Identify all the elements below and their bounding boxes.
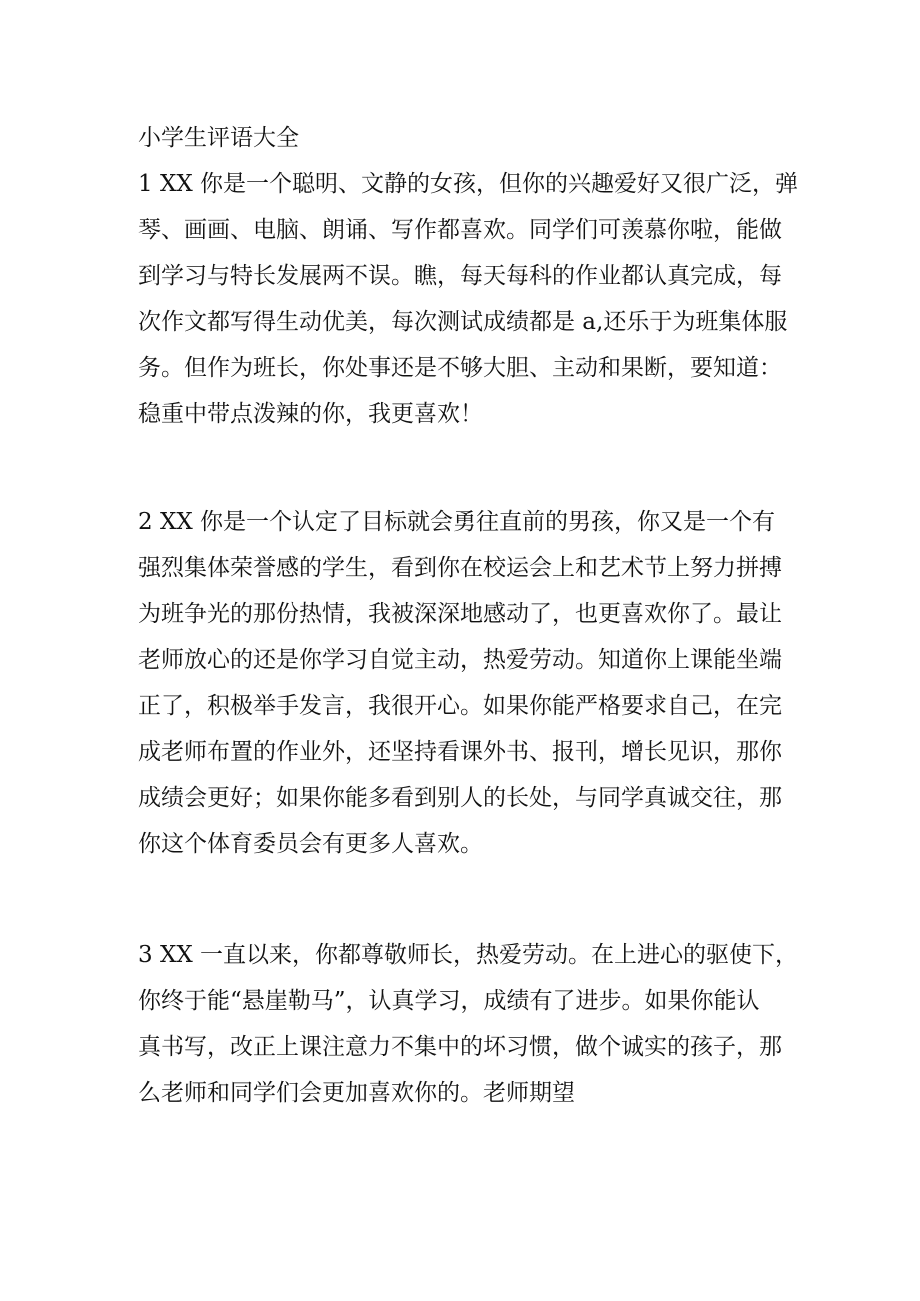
- paragraph-line: 到学习与特长发展两不误。瞧，每天每科的作业都认真完成，每: [138, 263, 782, 289]
- paragraph-line: 2 XX 你是一个认定了目标就会勇往直前的男孩，你又是一个有: [138, 509, 776, 535]
- paragraph-line: 你终于能“悬崖勒马”，认真学习，成绩有了进步。如果你能认: [138, 988, 760, 1014]
- comment-paragraph-1: [138, 161, 818, 437]
- paragraph-line: 次作文都写得生动优美，每次测试成绩都是 a,还乐于为班集体服: [138, 309, 788, 335]
- paragraph-line: 老师放心的还是你学习自觉主动，热爱劳动。知道你上课能坐端: [138, 647, 782, 673]
- paragraph-line: 强烈集体荣誉感的学生，看到你在校运会上和艺术节上努力拼搏: [138, 555, 782, 581]
- paragraph-line: 成绩会更好；如果你能多看到别人的长处，与同学真诚交往，那: [138, 785, 782, 811]
- paragraph-line: 稳重中带点泼辣的你，我更喜欢！: [138, 401, 483, 427]
- paragraph-line: 1 XX 你是一个聪明、文静的女孩，但你的兴趣爱好又很广泛，弹: [138, 171, 799, 197]
- paragraph-line: 3 XX 一直以来，你都尊敬师长，热爱劳动。在上进心的驱使下，: [138, 942, 799, 968]
- paragraph-line: 正了，积极举手发言，我很开心。如果你能严格要求自己，在完: [138, 693, 782, 719]
- paragraph-line: 你这个体育委员会有更多人喜欢。: [138, 831, 483, 857]
- paragraph-line: 成老师布置的作业外，还坚持看课外书、报刊，增长见识，那你: [138, 739, 782, 765]
- paragraph-line: 真书写，改正上课注意力不集中的坏习惯，做个诚实的孩子，那: [138, 1034, 782, 1060]
- paragraph-line: 琴、画画、电脑、朗诵、写作都喜欢。同学们可羡慕你啦，能做: [138, 217, 782, 243]
- paragraph-line: 为班争光的那份热情，我被深深地感动了，也更喜欢你了。最让: [138, 601, 782, 627]
- paragraph-line: 么老师和同学们会更加喜欢你的。老师期望: [138, 1080, 575, 1106]
- paragraph-line: 务。但作为班长，你处事还是不够大胆、主动和果断，要知道：: [138, 355, 782, 381]
- document-title: 小学生评语大全: [138, 125, 299, 151]
- comment-paragraph-3: [138, 932, 818, 1116]
- comment-paragraph-2: [138, 499, 818, 867]
